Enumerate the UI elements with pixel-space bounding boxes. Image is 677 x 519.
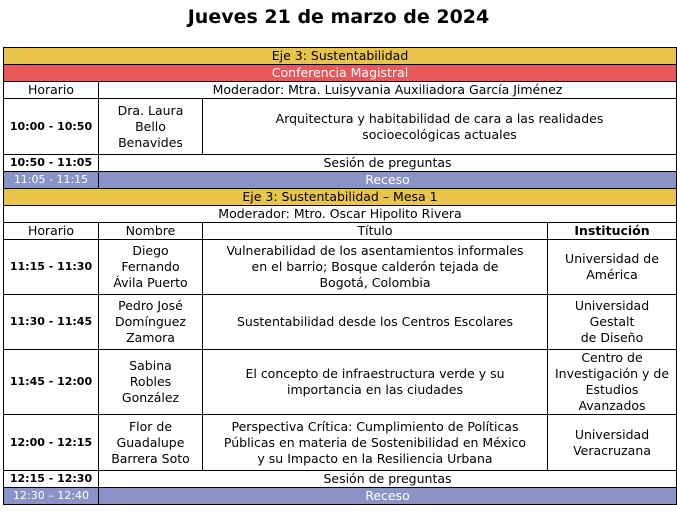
title-line: Sustentabilidad desde los Centros Escolares [236, 314, 513, 329]
qa-time: 12:15 - 12:30 [4, 471, 99, 488]
inst-line: Universidad Gestalt [574, 298, 650, 329]
conference-title [203, 99, 677, 155]
paper-title [203, 415, 548, 471]
page-title: Jueves 21 de marzo de 2024 [187, 6, 490, 28]
paper-name [99, 295, 203, 350]
name-line: Sabina [129, 358, 172, 373]
paper-title [203, 240, 548, 295]
conference-speaker [99, 99, 203, 155]
name-line: Zamora [126, 330, 175, 345]
break-row [4, 172, 677, 189]
speaker-line: Bello [135, 118, 166, 134]
table-row [4, 240, 677, 295]
inst-line: Investigación y de [554, 366, 670, 381]
conferencia-header: Conferencia Magistral [4, 65, 677, 82]
break-row [4, 488, 677, 505]
col-institucion: Institución [548, 223, 677, 240]
qa-text: Sesión de preguntas [99, 471, 677, 488]
mesa-moderator: Moderador: Mtro. Oscar Hipolito Rivera [4, 206, 677, 223]
title-line: Vulnerabilidad de los asentamientos informales [226, 243, 524, 258]
paper-institution [548, 295, 677, 350]
speaker-line: Dra. Laura [117, 102, 184, 118]
paper-name [99, 240, 203, 295]
inst-line: Universidad [574, 426, 650, 442]
paper-time: 12:00 - 12:15 [4, 415, 99, 471]
paper-time: 11:45 - 12:00 [4, 350, 99, 415]
break-time: 11:05 - 11:15 [4, 172, 99, 189]
qa-time: 10:50 - 11:05 [4, 155, 99, 172]
paper-name [99, 350, 203, 415]
mesa-header-row [4, 189, 677, 206]
paper-institution [548, 415, 677, 471]
table-row [4, 415, 677, 471]
qa-row [4, 155, 677, 172]
paper-time: 11:15 - 11:30 [4, 240, 99, 295]
column-header-row [4, 223, 677, 240]
name-line: Robles [129, 374, 172, 389]
mesa-moderator-row [4, 206, 677, 223]
qa-row [4, 471, 677, 488]
title-line: Arquitectura y habitabilidad de cara a las realidades [275, 110, 604, 126]
title-line: Perspectiva Crítica: Cumplimiento de Políticas [231, 418, 519, 434]
title-line: Bogotá, Colombia [319, 275, 431, 290]
inst-line: América [586, 267, 638, 282]
schedule-table [3, 47, 677, 505]
table-row [4, 295, 677, 350]
inst-line: Estudios Avanzados [578, 382, 646, 413]
title-line: Públicas en materia de Sostenibilidad en México [223, 434, 527, 450]
col-nombre: Nombre [99, 223, 203, 240]
title-line: importancia en las ciudades [286, 382, 464, 397]
name-line: Diego [132, 243, 169, 258]
conference-row [4, 99, 677, 155]
break-text: Receso [99, 172, 677, 189]
break-text: Receso [99, 488, 677, 505]
conference-time: 10:00 - 10:50 [4, 99, 99, 155]
name-line: González [121, 390, 180, 405]
eje-header: Eje 3: Sustentabilidad [4, 48, 677, 65]
paper-title [203, 295, 548, 350]
name-line: Guadalupe [116, 434, 185, 450]
name-line: Flor de [128, 418, 173, 434]
name-line: Ávila Puerto [113, 275, 188, 290]
name-line: Fernando [121, 259, 180, 274]
speaker-line: Benavides [118, 134, 183, 150]
conf-moderator: Moderador: Mtra. Luisyvania Auxiliadora García Jiménez [99, 82, 677, 99]
name-line: Pedro José [118, 298, 183, 313]
break-time: 12:30 – 12:40 [4, 488, 99, 505]
eje-header-row [4, 48, 677, 65]
inst-line: Centro de [581, 350, 643, 365]
horario-label: Horario [4, 82, 99, 99]
col-titulo: Título [203, 223, 548, 240]
title-line: y su Impacto en la Resiliencia Urbana [257, 450, 493, 466]
paper-name [99, 415, 203, 471]
paper-time: 11:30 - 11:45 [4, 295, 99, 350]
col-horario: Horario [4, 223, 99, 240]
paper-title [203, 350, 548, 415]
name-line: Barrera Soto [111, 450, 190, 466]
qa-text: Sesión de preguntas [99, 155, 677, 172]
paper-institution [548, 350, 677, 415]
conf-moderator-row [4, 82, 677, 99]
table-row [4, 350, 677, 415]
title-line: socioecológicas actuales [362, 126, 517, 142]
inst-line: Veracruzana [573, 442, 651, 458]
inst-line: Universidad de [565, 251, 659, 266]
conferencia-row [4, 65, 677, 82]
mesa-header: Eje 3: Sustentabilidad – Mesa 1 [4, 189, 677, 206]
paper-institution [548, 240, 677, 295]
title-line: en el barrio; Bosque calderón tejada de [251, 259, 499, 274]
name-line: Domínguez [115, 314, 186, 329]
title-line: El concepto de infraestructura verde y su [245, 366, 505, 381]
inst-line: de Diseño [580, 330, 644, 345]
